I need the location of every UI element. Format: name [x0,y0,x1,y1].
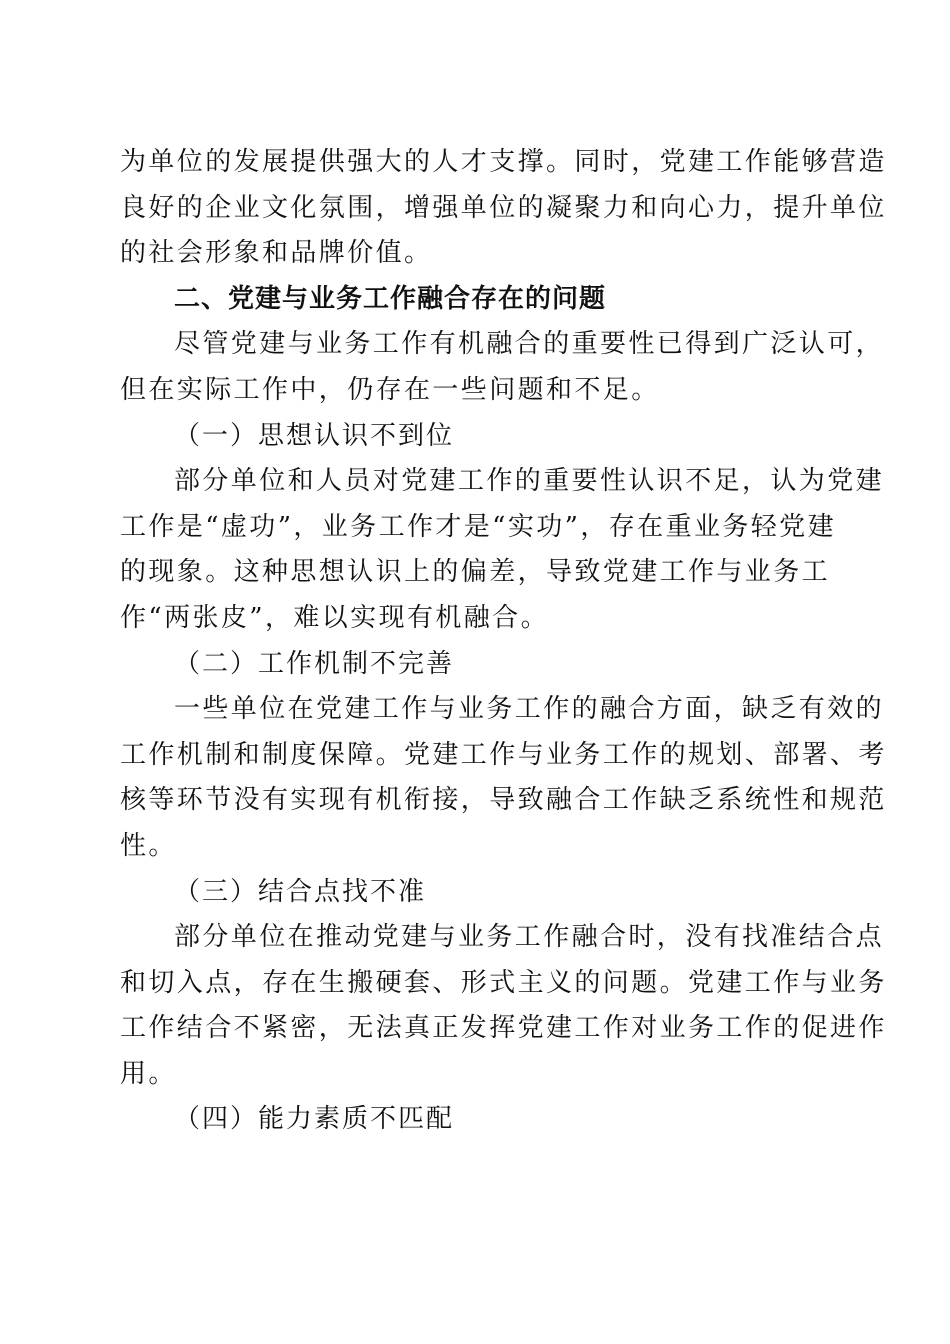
subsection-2-line-3: 核等环节没有实现有机衔接，导致融合工作缺乏系统性和规范 [120,785,887,816]
subsection-3-line-2: 和切入点，存在生搬硬套、形式主义的问题。党建工作与业务 [120,967,887,998]
subsection-1-line-2: 工作是“虚功”，业务工作才是“实功”，存在重业务轻党建 [120,511,836,542]
subsection-3-line-1: 部分单位在推动党建与业务工作融合时，没有找准结合点 [174,922,885,953]
subsection-2-line-1: 一些单位在党建工作与业务工作的融合方面，缺乏有效的 [174,694,885,725]
intro-line-3: 的社会形象和品牌价值。 [120,238,433,269]
subsection-1-paragraph [120,459,885,641]
subsection-2-paragraph [120,687,887,869]
subsection-3-line-3: 工作结合不紧密，无法真正发挥党建工作对业务工作的促进作 [120,1013,887,1044]
subsection-2-line-2: 工作机制和制度保障。党建工作与业务工作的规划、部署、考 [120,739,887,770]
intro-paragraph [120,140,887,277]
subsection-2-heading: （二）工作机制不完善 [174,648,455,679]
section-2-line-2: 但在实际工作中，仍存在一些问题和不足。 [120,374,660,405]
subsection-3-paragraph [120,915,887,1097]
subsection-1-heading: （一）思想认识不到位 [174,420,455,451]
subsection-2-line-4: 性。 [120,830,177,861]
subsection-1-line-3: 的现象。这种思想认识上的偏差，导致党建工作与业务工 [120,557,831,588]
subsection-4-heading: （四）能力素质不匹配 [174,1104,455,1135]
document-body [120,140,887,1143]
section-2-line-1: 尽管党建与业务工作有机融合的重要性已得到广泛认可， [174,329,885,360]
subsection-3-line-4: 用。 [120,1058,177,1089]
section-2-heading: 二、党建与业务工作融合存在的问题 [174,283,607,314]
section-2-paragraph [120,322,885,413]
intro-line-2: 良好的企业文化氛围，增强单位的凝聚力和向心力，提升单位 [120,192,887,223]
subsection-3-heading: （三）结合点找不准 [174,876,427,907]
subsection-1-line-4: 作“两张皮”，难以实现有机融合。 [120,602,549,633]
intro-line-1: 为单位的发展提供强大的人才支撑。同时，党建工作能够营造 [120,147,887,177]
subsection-1-line-1: 部分单位和人员对党建工作的重要性认识不足，认为党建 [174,466,885,497]
